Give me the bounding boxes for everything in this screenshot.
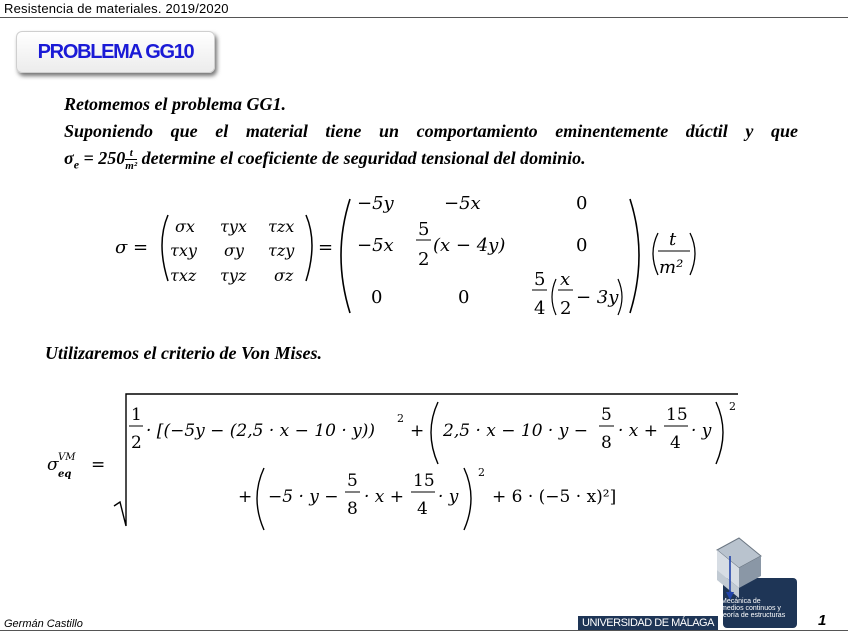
statement-line-3 <box>64 145 798 179</box>
comp-tyz: τyz <box>220 266 247 285</box>
fracx2-num: x <box>560 269 571 290</box>
vm-term-1: · [(−5y − (2,5 · x − 10 · y)) <box>146 421 376 441</box>
header-divider <box>0 17 848 18</box>
big-bracket-right <box>630 199 639 313</box>
val-r1c1: −5y <box>357 193 394 214</box>
statement-line-1: Retomemos el problema GG1. <box>64 94 286 114</box>
val-r1c2: −5x <box>444 193 481 214</box>
f58-num-2: 5 <box>347 471 358 491</box>
problem-statement <box>64 91 798 179</box>
unit-paren-close <box>690 233 695 275</box>
unit-num: t <box>125 147 137 160</box>
frac52-num: 5 <box>418 219 430 240</box>
half-num: 1 <box>131 405 142 425</box>
stress-tensor-equation <box>0 185 848 325</box>
von-mises-equation <box>0 392 848 532</box>
university-label: UNIVERSIDAD DE MÁLAGA <box>578 616 718 630</box>
val-r2c2: (x − 4y) <box>433 235 506 256</box>
tensor-lhs: σ = <box>115 237 149 258</box>
comp-tyx: τyx <box>220 217 247 236</box>
f58-den-2: 8 <box>347 499 358 519</box>
page-number: 1 <box>818 612 827 629</box>
vm-term-5: · y <box>691 421 712 441</box>
unit-fraction <box>125 147 137 172</box>
criterion-text: Utilizaremos el criterio de Von Mises. <box>45 343 323 363</box>
vm-row2-c: · x + <box>364 487 405 507</box>
vm-sigma: σ <box>47 455 59 475</box>
tensor-unit-den: m² <box>659 257 684 278</box>
vm-exp-1: 2 <box>397 412 404 425</box>
vm-sup: VM <box>58 452 76 463</box>
author-name: Germán Castillo <box>4 618 83 630</box>
frac54-num: 5 <box>534 269 546 290</box>
vm-term-3: 2,5 · x − 10 · y − <box>443 421 588 441</box>
comp-txy: τxy <box>170 241 197 260</box>
comp-sy: σy <box>224 241 244 260</box>
bracket-left <box>162 215 168 281</box>
comp-tzy: τzy <box>268 241 295 260</box>
val-r3c1: 0 <box>371 287 383 308</box>
val-r2c3: 0 <box>576 235 588 256</box>
vm-row2-e: + 6 · (−5 · x)²] <box>492 487 617 507</box>
vm-equals: = <box>91 455 106 475</box>
statement-rest: determine el coeficiente de seguridad tensional del dominio. <box>141 148 586 168</box>
vm-sub: eq <box>58 469 72 480</box>
equals-sign: = <box>318 237 334 258</box>
frac52-den: 2 <box>418 249 430 270</box>
vm-paren-1-open <box>431 402 438 464</box>
logo-line-1: Mecánica de <box>721 598 761 605</box>
logo-line-2: medios continuos y <box>721 605 781 612</box>
vm-row2-d: · y <box>438 487 459 507</box>
vm-plus-2: + <box>238 487 253 507</box>
problem-badge <box>16 31 215 73</box>
logo-line-3: teoría de estructuras <box>721 612 786 619</box>
vm-plus-1: + <box>410 421 425 441</box>
unit-paren-open <box>653 233 658 275</box>
paren-close <box>618 279 622 315</box>
comp-txz: τxz <box>170 266 197 285</box>
sigma-subscript: e <box>73 157 80 172</box>
f58-den-1: 8 <box>601 433 612 453</box>
vm-exp-3: 2 <box>478 466 485 479</box>
vm-paren-2-open <box>257 468 264 530</box>
vm-exp-2: 2 <box>729 400 736 413</box>
problem-title: PROBLEMA GG10 <box>37 40 194 63</box>
vm-term-4: · x + <box>618 421 659 441</box>
f154-den-2: 4 <box>417 499 428 519</box>
frac54-den: 4 <box>534 298 546 319</box>
val-r1c3: 0 <box>576 193 588 214</box>
comp-sx: σx <box>175 217 195 236</box>
logo-caption <box>721 598 799 619</box>
f154-den-1: 4 <box>670 433 681 453</box>
f154-num-1: 15 <box>666 405 688 425</box>
f58-num-1: 5 <box>601 405 612 425</box>
comp-tzx: τzx <box>268 217 295 236</box>
tensor-unit-num: t <box>669 229 677 250</box>
statement-line-2: Suponiendo que el material tiene un comportamiento eminentemente dúctil y que <box>64 121 798 141</box>
val-r3c2: 0 <box>458 287 470 308</box>
unit-den: m² <box>125 160 138 173</box>
f154-num-2: 15 <box>413 471 435 491</box>
vm-paren-2-close <box>464 468 471 530</box>
bracket-right <box>306 215 312 281</box>
vm-row2-b: −5 · y − <box>268 487 339 507</box>
vm-paren-1-close <box>716 402 723 464</box>
fracx2-den: 2 <box>560 298 572 319</box>
sigma-symbol: σ <box>64 148 74 168</box>
course-title: Resistencia de materiales. 2019/2020 <box>4 1 229 16</box>
footer-divider <box>0 630 848 631</box>
comp-sz: σz <box>274 266 294 285</box>
val-r3c3: − 3y <box>576 287 619 308</box>
half-den: 2 <box>131 433 142 453</box>
paren-open <box>552 279 556 315</box>
yield-value: = 250 <box>83 148 126 168</box>
big-bracket-left <box>341 199 350 313</box>
val-r2c1: −5x <box>357 235 394 256</box>
